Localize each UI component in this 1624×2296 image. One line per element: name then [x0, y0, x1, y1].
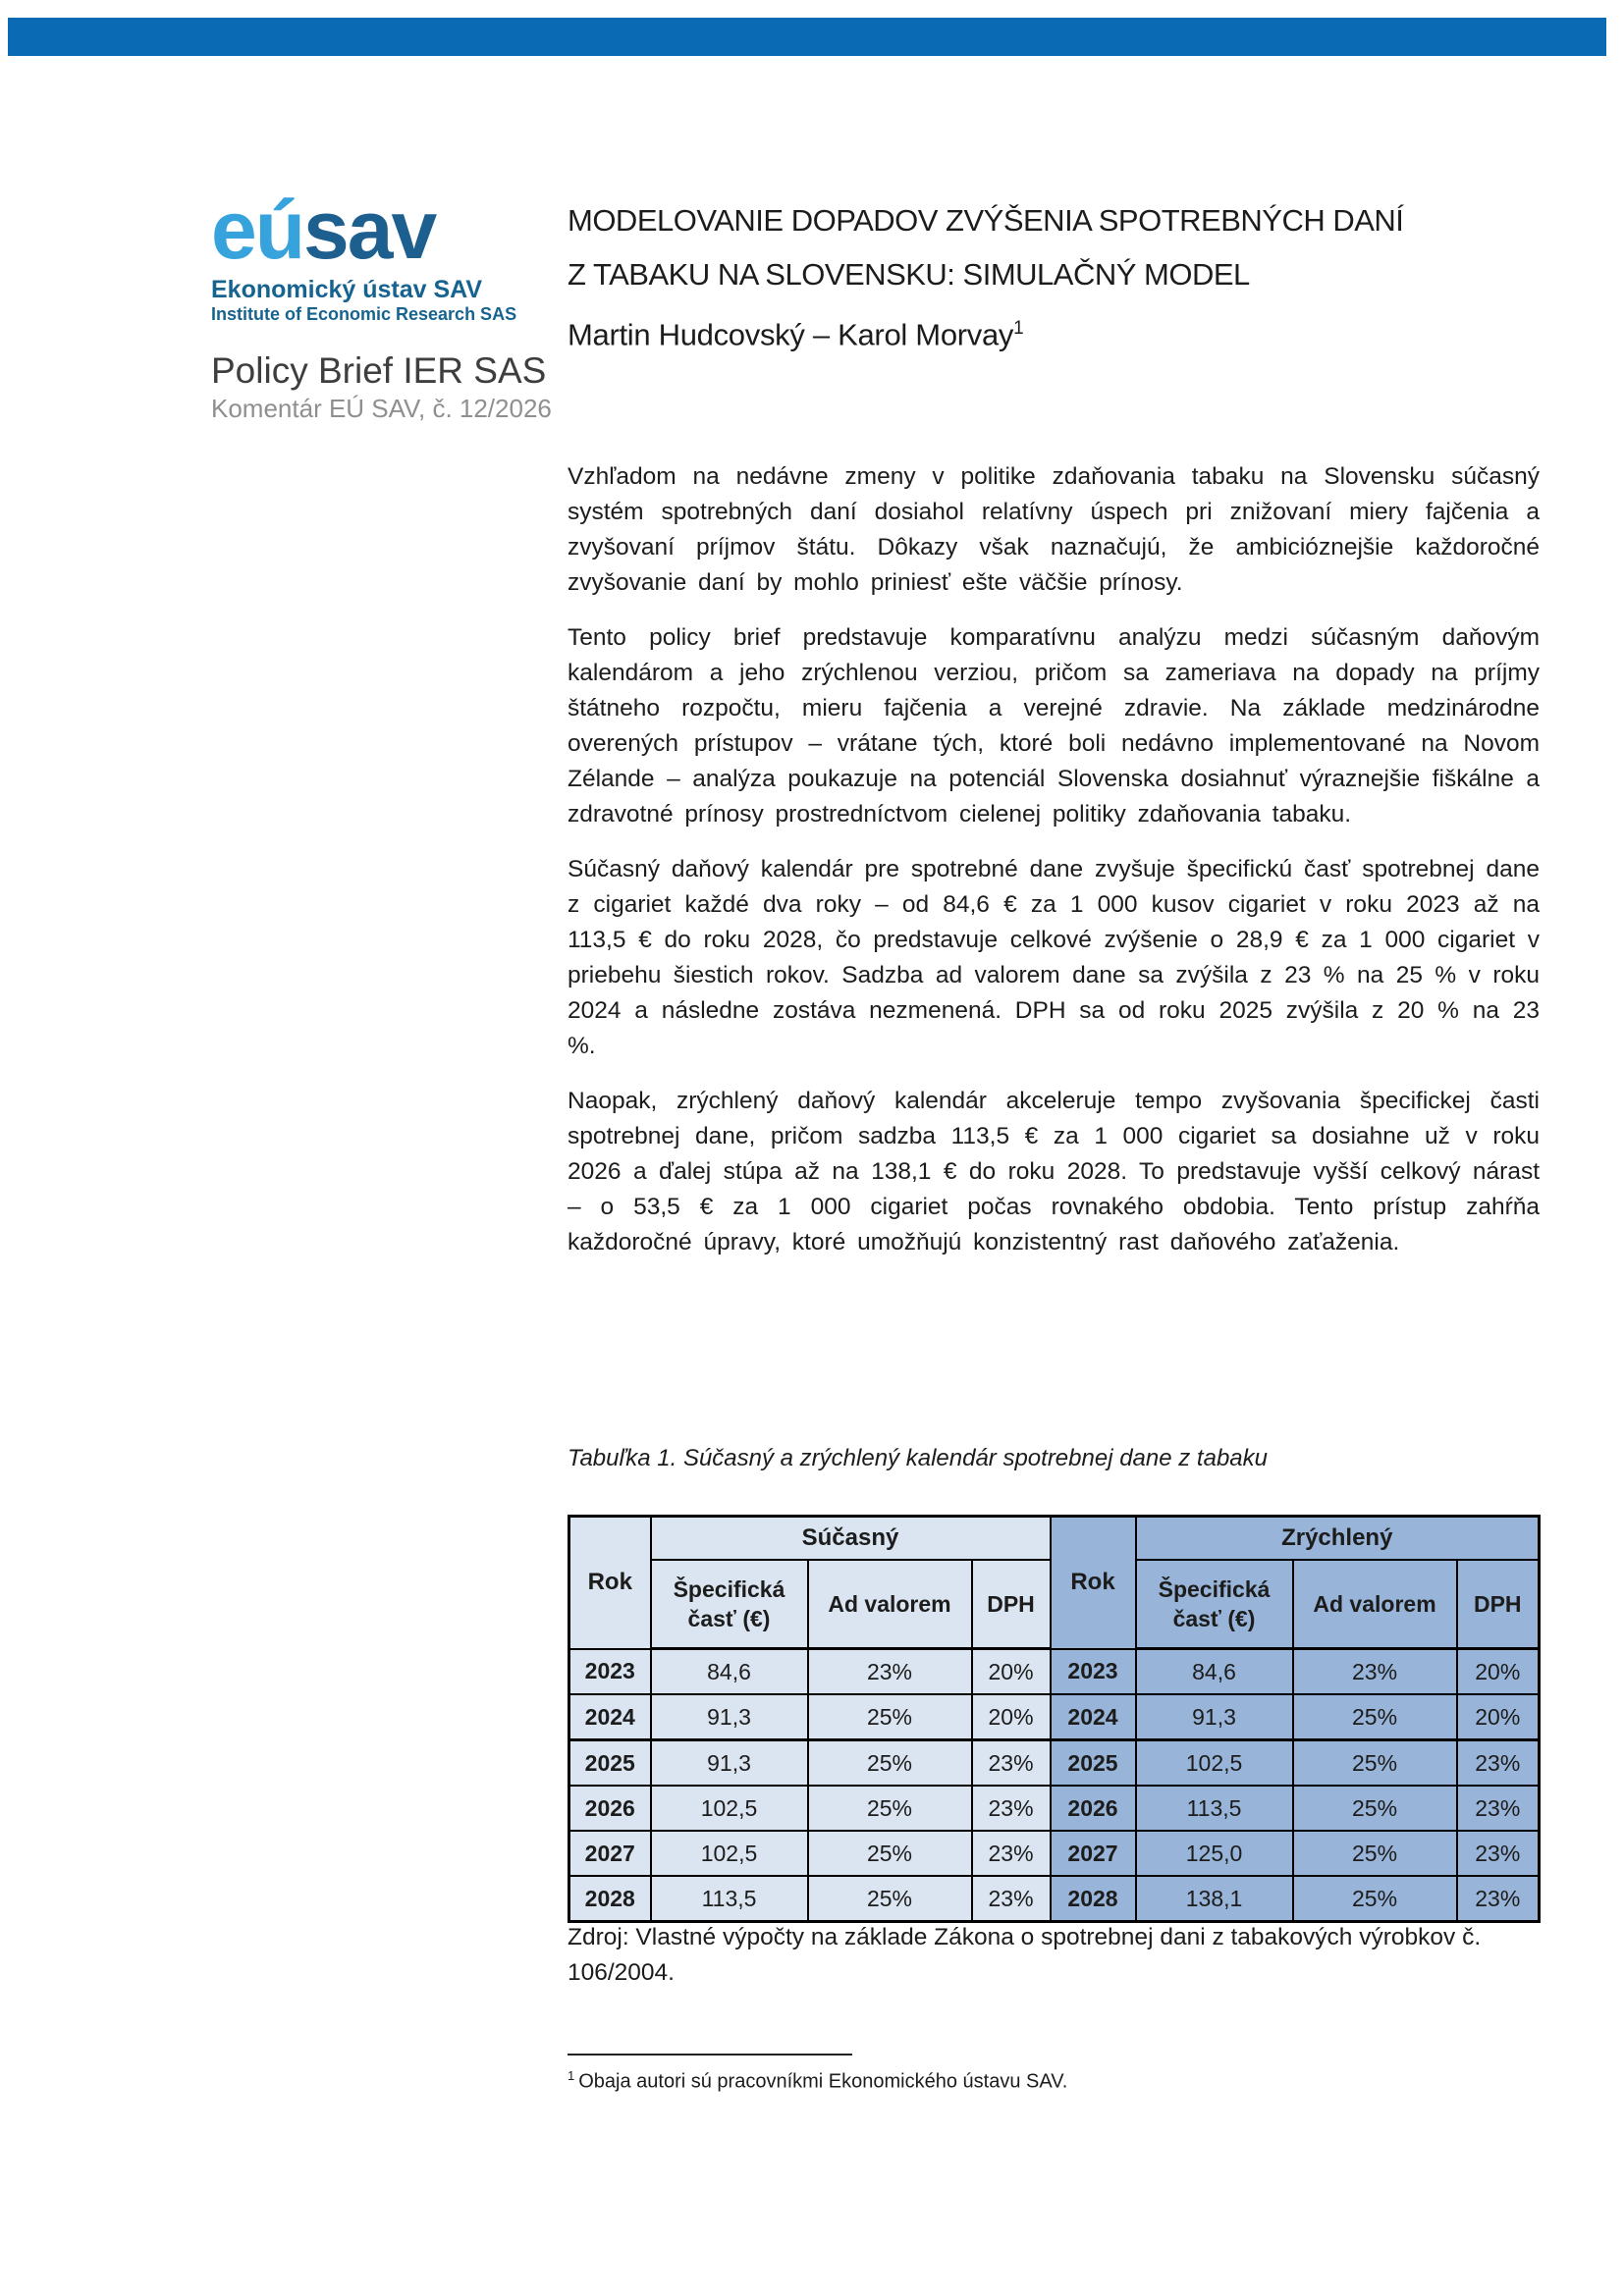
- col-header-vat-current: DPH: [972, 1560, 1051, 1649]
- year-column-header-current: Rok: [569, 1517, 651, 1649]
- year-cell: 2025: [1051, 1740, 1136, 1787]
- page-title-line-2: Z TABAKU NA SLOVENSKU: SIMULAČNÝ MODEL: [568, 257, 1250, 292]
- paragraph: Naopak, zrýchlený daňový kalendár akceleruje tempo zvyšovania špecifickej časti spotrebnej dane, pričom sadzba 113,5 € za 1 000 cigariet sa dosiahne už v roku 2026 a ďalej stúpa až na 138,1 € do roku 2028. To predstavuje vyšší celkový nárast – o 53,5 € za 1 000 cigariet počas rovnakého obdobia. Tento prístup zahŕňa každoročné úpravy, ktoré umožňujú konzistentný rast daňového zaťaženia.: [568, 1088, 1540, 1255]
- specific-cell: 91,3: [1136, 1694, 1293, 1740]
- year-cell: 2024: [1051, 1694, 1136, 1740]
- year-cell: 2028: [569, 1876, 651, 1922]
- specific-cell: 113,5: [651, 1876, 808, 1922]
- specific-cell: 138,1: [1136, 1876, 1293, 1922]
- year-cell: 2026: [1051, 1786, 1136, 1831]
- advalorem-cell: 25%: [1293, 1786, 1457, 1831]
- top-accent-bar: [8, 18, 1606, 56]
- col-header-specific-current: Špecifická časť (€): [651, 1560, 808, 1649]
- author-footnote-ref: 1: [1013, 318, 1024, 339]
- table-row: [569, 1740, 1540, 1787]
- vat-cell: 23%: [1457, 1740, 1540, 1787]
- year-cell: 2023: [1051, 1649, 1136, 1695]
- vat-cell: 23%: [1457, 1876, 1540, 1922]
- year-cell: 2026: [569, 1786, 651, 1831]
- specific-cell: 102,5: [1136, 1740, 1293, 1787]
- series-title: Policy Brief IER SAS: [211, 350, 547, 391]
- paragraph: Vzhľadom na nedávne zmeny v politike zdaňovania tabaku na Slovensku súčasný systém spotrebných daní dosiahol relatívny úspech pri znižovaní miery fajčenia a zvyšovaní príjmov štátu. Dôkazy však naznačujú, že ambicióznejšie každoročné zvyšovanie daní by mohlo priniesť ešte väčšie prínosy.: [568, 463, 1540, 596]
- footnote-area: [568, 2054, 1540, 2095]
- table-row: [569, 1786, 1540, 1831]
- specific-cell: 113,5: [1136, 1786, 1293, 1831]
- year-cell: 2027: [569, 1831, 651, 1876]
- vat-cell: 23%: [972, 1786, 1051, 1831]
- specific-cell: 91,3: [651, 1694, 808, 1740]
- table-row: [569, 1831, 1540, 1876]
- specific-cell: 102,5: [651, 1831, 808, 1876]
- footnote-ref: 1: [568, 2068, 575, 2083]
- year-cell: 2023: [569, 1649, 651, 1695]
- year-cell: 2027: [1051, 1831, 1136, 1876]
- year-cell: 2024: [569, 1694, 651, 1740]
- advalorem-cell: 23%: [808, 1649, 972, 1695]
- advalorem-cell: 25%: [1293, 1694, 1457, 1740]
- col-header-vat-accelerated: DPH: [1457, 1560, 1540, 1649]
- specific-cell: 84,6: [651, 1649, 808, 1695]
- issue-label: Komentár EÚ SAV, č. 12/2026: [211, 394, 552, 423]
- col-header-specific-accelerated: Špecifická časť (€): [1136, 1560, 1293, 1649]
- vat-cell: 20%: [1457, 1649, 1540, 1695]
- advalorem-cell: 25%: [808, 1740, 972, 1787]
- advalorem-cell: 25%: [1293, 1876, 1457, 1922]
- advalorem-cell: 25%: [1293, 1740, 1457, 1787]
- advalorem-cell: 25%: [808, 1786, 972, 1831]
- table-source-note: Zdroj: Vlastné výpočty na základe Zákona o spotrebnej dani z tabakových výrobkov č. 106/2004.: [568, 1924, 1482, 1986]
- logo-text-light: eú: [211, 184, 304, 276]
- advalorem-cell: 25%: [808, 1694, 972, 1740]
- paragraph: Súčasný daňový kalendár pre spotrebné dane zvyšuje špecifickú časť spotrebnej dane z cigariet každé dva roky – od 84,6 € za 1 000 kusov cigariet v roku 2023 až na 113,5 € do roku 2028, čo predstavuje celkové zvýšenie o 28,9 € za 1 000 cigariet v priebehu šiestich rokov. Sadzba ad valorem dane sa zvýšila z 23 % na 25 % v roku 2024 a následne zostáva nezmenená. DPH sa od roku 2025 zvýšila z 20 % na 23 %.: [568, 856, 1540, 1059]
- table-group-header-row: [569, 1517, 1540, 1561]
- logo-text-dark: sav: [303, 184, 436, 276]
- vat-cell: 20%: [972, 1694, 1051, 1740]
- vat-cell: 20%: [1457, 1694, 1540, 1740]
- tax-calendar-table: [568, 1515, 1541, 1923]
- vat-cell: 23%: [972, 1740, 1051, 1787]
- vat-cell: 20%: [972, 1649, 1051, 1695]
- vat-cell: 23%: [972, 1876, 1051, 1922]
- eusav-logo: [211, 185, 565, 275]
- institute-name-en: Institute of Economic Research SAS: [211, 304, 517, 324]
- body-text: [568, 459, 1540, 1280]
- paragraph: Tento policy brief predstavuje komparatívnu analýzu medzi súčasným daňovým kalendárom a jeho zrýchlenou verziou, pričom sa zameriava na dopady na príjmy štátneho rozpočtu, mieru fajčenia a verejné zdravie. Na základe medzinárodne overených prístupov – vrátane tých, ktoré boli nedávno implementované na Novom Zélande – analýza poukazuje na potenciál Slovenska dosiahnuť výraznejšie fiškálne a zdravotné prínosy prostredníctvom cielenej politiky zdaňovania tabaku.: [568, 624, 1540, 828]
- table-row: [569, 1876, 1540, 1922]
- advalorem-cell: 25%: [808, 1876, 972, 1922]
- table-row: [569, 1649, 1540, 1695]
- advalorem-cell: 25%: [808, 1831, 972, 1876]
- masthead: [211, 185, 565, 423]
- table-row: [569, 1694, 1540, 1740]
- year-column-header-accelerated: Rok: [1051, 1517, 1136, 1649]
- vat-cell: 23%: [972, 1831, 1051, 1876]
- specific-cell: 102,5: [651, 1786, 808, 1831]
- col-header-advalorem-current: Ad valorem: [808, 1560, 972, 1649]
- tax-calendar-table-wrap: [568, 1515, 1540, 1923]
- footnote-divider: [568, 2054, 852, 2056]
- specific-cell: 84,6: [1136, 1649, 1293, 1695]
- group-header-current: Súčasný: [651, 1517, 1051, 1561]
- year-cell: 2025: [569, 1740, 651, 1787]
- authors-text: Martin Hudcovský – Karol Morvay: [568, 317, 1014, 352]
- advalorem-cell: 25%: [1293, 1831, 1457, 1876]
- advalorem-cell: 23%: [1293, 1649, 1457, 1695]
- document-header: [568, 193, 1540, 361]
- authors-line: [568, 301, 1540, 361]
- vat-cell: 23%: [1457, 1786, 1540, 1831]
- group-header-accelerated: Zrýchlený: [1136, 1517, 1540, 1561]
- table-caption: Tabuľka 1. Súčasný a zrýchlený kalendár spotrebnej dane z tabaku: [568, 1445, 1268, 1471]
- year-cell: 2028: [1051, 1876, 1136, 1922]
- specific-cell: 91,3: [651, 1740, 808, 1787]
- footnote-body: Obaja autori sú pracovníkmi Ekonomického ústavu SAV.: [578, 2070, 1068, 2093]
- institute-name-sk: Ekonomický ústav SAV: [211, 276, 483, 303]
- specific-cell: 125,0: [1136, 1831, 1293, 1876]
- page-title-line-1: MODELOVANIE DOPADOV ZVÝŠENIA SPOTREBNÝCH DANÍ: [568, 203, 1404, 238]
- vat-cell: 23%: [1457, 1831, 1540, 1876]
- col-header-advalorem-accelerated: Ad valorem: [1293, 1560, 1457, 1649]
- footnote-text: [568, 2063, 1540, 2095]
